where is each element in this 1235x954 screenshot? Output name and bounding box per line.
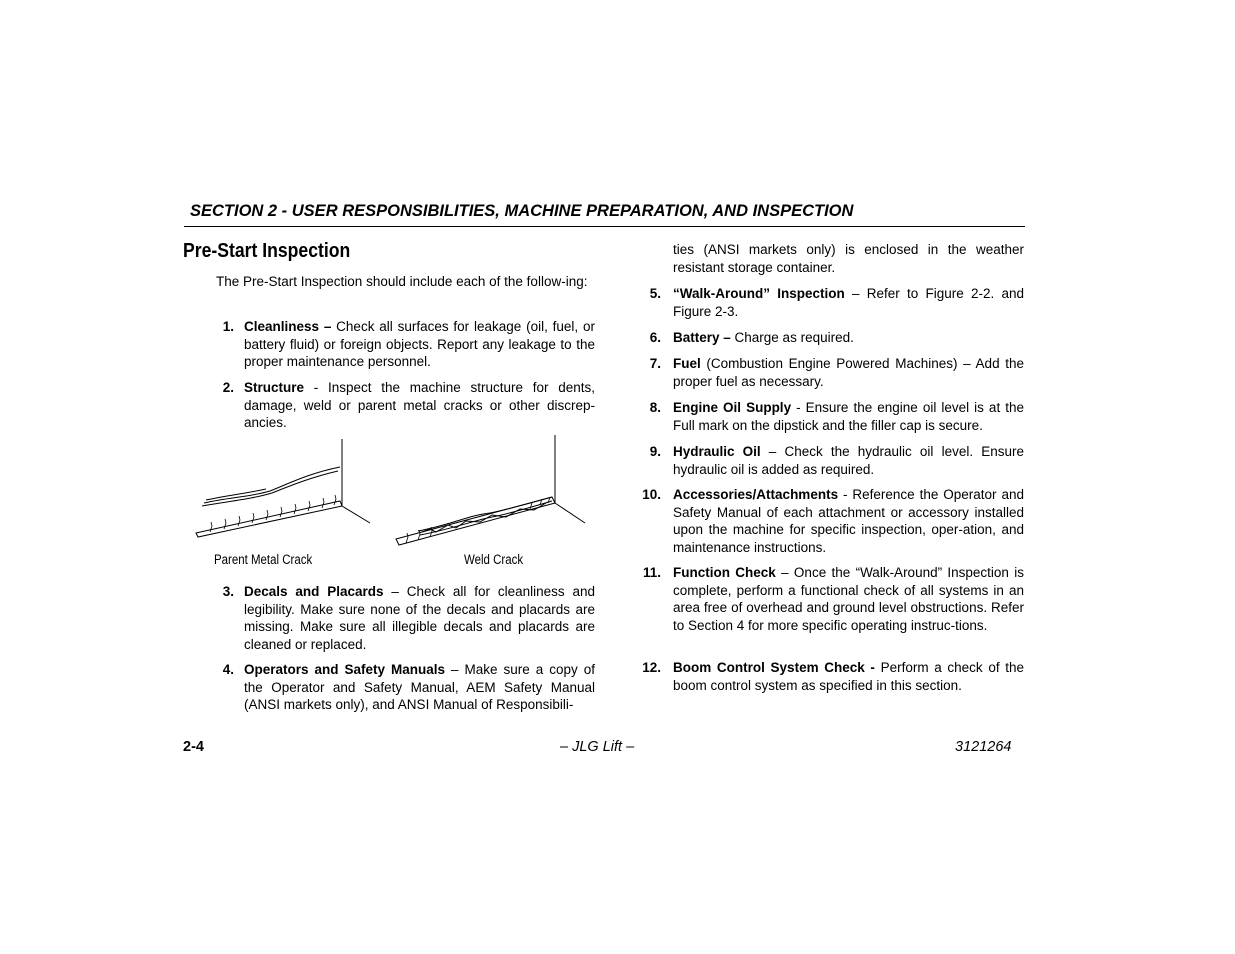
- item-title: Accessories/Attachments: [673, 487, 839, 502]
- item-body: Check all surfaces for leakage (oil, fuel, or battery fluid) or foreign objects. Report any leakage to the proper maintenance personnel.: [244, 319, 595, 369]
- item-title: Structure: [244, 380, 305, 395]
- item-body: – Once the “Walk-Around” Inspection is complete, perform a functional check of all systems in an area free of overhead and ground level obstructions. Refer to Section 4 for more specific operating instruc-tions.: [673, 565, 1024, 633]
- item-number: 1.: [222, 319, 234, 334]
- weld-crack-drawing: [396, 435, 585, 545]
- item-number: 11.: [642, 565, 661, 580]
- page-title: Pre-Start Inspection: [183, 240, 351, 262]
- item-body: - Inspect the machine structure for dents, damage, weld or parent metal cracks or other discrep-ancies.: [244, 380, 595, 430]
- item-body: (Combustion Engine Powered Machines) – Add the proper fuel as necessary.: [673, 356, 1024, 389]
- caption-weld-crack: Weld Crack: [464, 552, 524, 567]
- item-title: Function Check: [673, 565, 776, 580]
- page-number: 2-4: [183, 739, 204, 755]
- continuation-paragraph: ties (ANSI markets only) is enclosed in the weather resistant storage container.: [673, 242, 1024, 275]
- item-title: Boom Control System Check -: [673, 660, 875, 675]
- item-text: [673, 443, 1024, 478]
- item-title: Fuel: [673, 356, 701, 371]
- item-number: 12.: [642, 660, 661, 675]
- item-body: – Refer to Figure 2-2. and Figure 2-3.: [673, 286, 1025, 319]
- header-divider: [184, 226, 1025, 227]
- item-text: [244, 318, 595, 371]
- item-number: 3.: [222, 584, 234, 599]
- section-header: SECTION 2 - USER RESPONSIBILITIES, MACHINE PREPARATION, AND INSPECTION: [190, 202, 854, 220]
- item-title: “Walk-Around” Inspection: [673, 286, 845, 301]
- item-text: [673, 564, 1024, 634]
- item-number: 7.: [649, 356, 661, 371]
- item-text: [673, 399, 1024, 434]
- item-number: 8.: [649, 400, 661, 415]
- item-body: Perform a check of the boom control system as specified in this section.: [673, 660, 1024, 693]
- item-number: 6.: [649, 330, 661, 345]
- item-body: – Check the hydraulic oil level. Ensure hydraulic oil is added as required.: [673, 444, 1024, 477]
- parent-metal-crack-drawing: [196, 439, 370, 537]
- item-text: [244, 583, 595, 653]
- item-title: Battery –: [673, 330, 731, 345]
- item-title: Cleanliness –: [244, 319, 332, 334]
- crack-illustration: [190, 433, 600, 553]
- caption-parent-metal-crack: Parent Metal Crack: [214, 552, 313, 567]
- intro-paragraph: The Pre-Start Inspection should include each of the follow-ing:: [216, 274, 588, 289]
- item-body: – Check all for cleanliness and legibility. Make sure none of the decals and placards are missing. Make sure all illegible decals and placards are cleaned or replaced.: [244, 584, 595, 652]
- item-number: 5.: [649, 286, 661, 301]
- item-body: - Ensure the engine oil level is at the Full mark on the dipstick and the filler cap is secure.: [673, 400, 1024, 433]
- item-title: Hydraulic Oil: [673, 444, 761, 459]
- item-number: 10.: [642, 487, 661, 502]
- footer-brand: – JLG Lift –: [560, 739, 635, 755]
- item-number: 9.: [649, 444, 661, 459]
- item-text: [673, 486, 1024, 556]
- item-title: Operators and Safety Manuals: [244, 662, 446, 677]
- document-number: 3121264: [955, 739, 1012, 755]
- item-number: 2.: [222, 380, 234, 395]
- item-text: [673, 355, 1024, 390]
- item-body: - Reference the Operator and Safety Manual of each attachment or accessory installed upon the machine for specific inspection, oper-ation, and maintenance instructions.: [673, 487, 1024, 555]
- item-title: Engine Oil Supply: [673, 400, 792, 415]
- item-text: [673, 659, 1024, 694]
- item-body: Charge as required.: [730, 330, 854, 345]
- item-title: Decals and Placards: [244, 584, 384, 599]
- item-number: 4.: [222, 662, 234, 677]
- item-text: [244, 379, 595, 432]
- item-text: [673, 329, 1024, 347]
- item-body: – Make sure a copy of the Operator and Safety Manual, AEM Safety Manual (ANSI markets only), and ANSI Manual of Responsibili-: [244, 662, 595, 712]
- item-text: [673, 285, 1024, 320]
- item-text: [244, 661, 595, 714]
